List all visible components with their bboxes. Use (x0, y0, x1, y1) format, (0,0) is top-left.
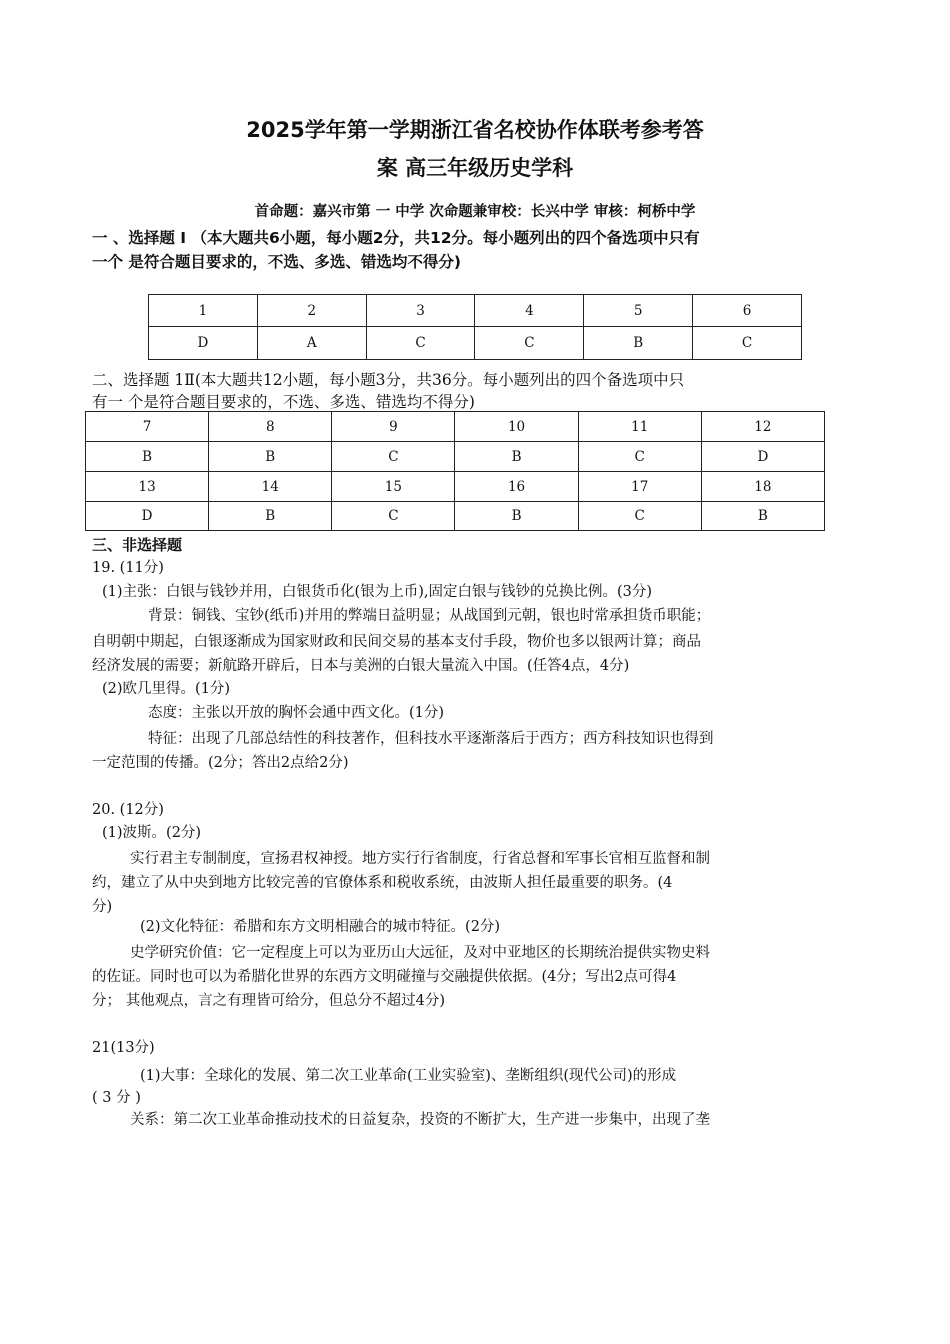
text-line: 背景：铜钱、宝钞(纸币)并用的弊端日益明显；从战国到元朝，银也时常承担货币职能； (148, 608, 711, 624)
table-cell: D (86, 502, 209, 531)
table-cell: B (209, 442, 332, 472)
section2-heading-line1: 二、选择题 1Ⅱ(本大题共12小题，每小题3分，共36分。每小题列出的四个备选项中只 (92, 371, 685, 389)
text-line: 实行君主专制制度，宣扬君权神授。地方实行行省制度，行省总督和军事长官相互监督和制 (130, 851, 710, 867)
answer-table-1 (148, 294, 802, 360)
table-cell: C (578, 502, 701, 531)
document-title-line2: 案 高三年级历史学科 (376, 156, 574, 180)
table-cell: C (332, 442, 455, 472)
table-cell: C (332, 502, 455, 531)
text-line: 史学研究价值：它一定程度上可以为亚历山大远征，及对中亚地区的长期统治提供实物史料 (130, 945, 710, 961)
table-row-answers (149, 327, 802, 360)
table-cell: 8 (209, 412, 332, 442)
section2-heading-line2: 有一 个是符合题目要求的，不选、多选、错选均不得分) (92, 393, 475, 411)
table-cell: C (578, 442, 701, 472)
text-line: ( 3 分 ) (92, 1090, 141, 1106)
table-row-answers (86, 502, 825, 531)
table-cell: 16 (455, 472, 578, 502)
text-line: 态度：主张以开放的胸怀会通中西文化。(1分) (148, 705, 445, 721)
text-line: 自明朝中期起，白银逐渐成为国家财政和民间交易的基本支付手段，物价也多以银两计算；商品 (92, 634, 701, 650)
table-cell: 17 (578, 472, 701, 502)
text-line: 经济发展的需要；新航路开辟后，日本与美洲的白银大量流入中国。(任答4点，4分) (92, 658, 630, 674)
section3-heading: 三、非选择题 (92, 536, 183, 554)
document-title-line1: 2025学年第一学期浙江省名校协作体联考参考答 (246, 118, 704, 142)
table-cell: B (86, 442, 209, 472)
table-cell: 9 (332, 412, 455, 442)
table-cell: D (149, 327, 258, 360)
table-row-answers (86, 442, 825, 472)
table-cell: C (693, 327, 802, 360)
table-cell: B (209, 502, 332, 531)
table-cell: 10 (455, 412, 578, 442)
table-cell: C (475, 327, 584, 360)
text-line: (1)主张：白银与钱钞并用，白银货币化(银为上币),固定白银与钱钞的兑换比例。(3分) (102, 584, 652, 600)
question-19-header: 19. (11分) (92, 560, 164, 576)
table-cell: 5 (584, 295, 693, 327)
text-line: (1)波斯。(2分) (102, 825, 202, 841)
question-21-header: 21(13分) (92, 1040, 155, 1056)
text-line: (1)大事：全球化的发展、第二次工业革命(工业实验室)、垄断组织(现代公司)的形成 (140, 1068, 677, 1084)
table-cell: D (701, 442, 824, 472)
table-cell: 4 (475, 295, 584, 327)
table-cell: A (257, 327, 366, 360)
authors-line: 首命题：嘉兴市第 一 中学 次命题兼审校：长兴中学 审核：柯桥中学 (254, 204, 696, 220)
table-cell: 13 (86, 472, 209, 502)
section1-heading-line1: 一 、选择题 I （本大题共6小题，每小题2分，共12分。每小题列出的四个备选项中只有 (92, 229, 700, 247)
text-line: 一定范围的传播。(2分；答出2点给2分) (92, 755, 349, 771)
text-line: 分； 其他观点，言之有理皆可给分，但总分不超过4分) (92, 993, 445, 1009)
answer-table-2 (85, 411, 825, 531)
table-cell: B (455, 442, 578, 472)
table-cell: 3 (366, 295, 475, 327)
table-row-numbers (86, 472, 825, 502)
table-cell: 11 (578, 412, 701, 442)
table-row-numbers (86, 412, 825, 442)
table-cell: B (701, 502, 824, 531)
text-line: 特征：出现了几部总结性的科技著作，但科技水平逐渐落后于西方；西方科技知识也得到 (148, 731, 714, 747)
table-cell: 15 (332, 472, 455, 502)
table-cell: 7 (86, 412, 209, 442)
table-cell: 2 (257, 295, 366, 327)
text-line: 分) (92, 899, 113, 915)
table-cell: C (366, 327, 475, 360)
text-line: (2)欧几里得。(1分) (102, 681, 231, 697)
table-row-numbers (149, 295, 802, 327)
table-cell: 12 (701, 412, 824, 442)
table-cell: B (584, 327, 693, 360)
text-line: 约，建立了从中央到地方比较完善的官僚体系和税收系统，由波斯人担任最重要的职务。(4 (92, 875, 673, 891)
text-line: (2)文化特征：希腊和东方文明相融合的城市特征。(2分) (140, 919, 501, 935)
section1-heading-line2: 一个 是符合题目要求的，不选、多选、错选均不得分) (92, 253, 461, 271)
table-cell: 6 (693, 295, 802, 327)
text-line: 关系：第二次工业革命推动技术的日益复杂，投资的不断扩大，生产进一步集中，出现了垄 (130, 1112, 710, 1128)
question-20-header: 20. (12分) (92, 802, 164, 818)
table-cell: 14 (209, 472, 332, 502)
table-cell: 1 (149, 295, 258, 327)
table-cell: B (455, 502, 578, 531)
text-line: 的佐证。同时也可以为希腊化世界的东西方文明碰撞与交融提供依据。(4分；写出2点可得4 (92, 969, 677, 985)
table-cell: 18 (701, 472, 824, 502)
